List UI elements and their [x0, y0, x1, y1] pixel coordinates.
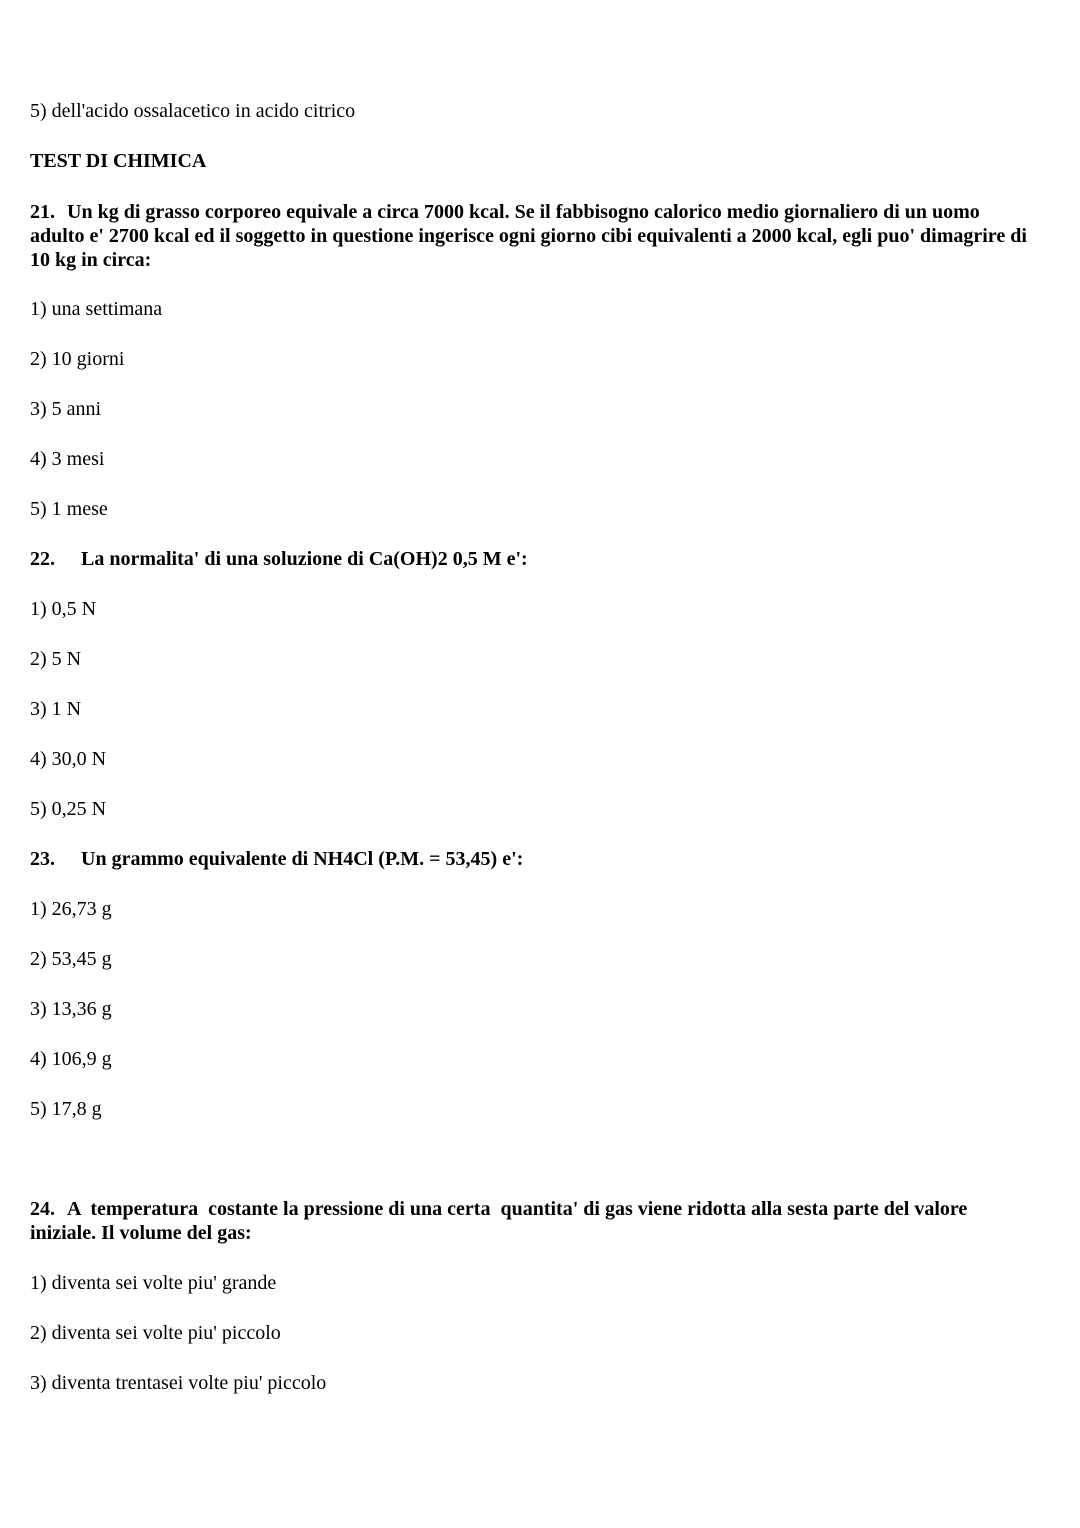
question-text: La normalita' di una soluzione di Ca(OH)2 0,5 M e': [81, 548, 528, 570]
question-24 [30, 1197, 1020, 1245]
question-number: 23. [30, 848, 55, 870]
answer-option: 2) 10 giorni [30, 348, 125, 370]
question-23 [30, 847, 1030, 871]
answer-option: 3) 1 N [30, 698, 82, 720]
answer-option: 4) 106,9 g [30, 1048, 112, 1070]
answer-option: 2) diventa sei volte piu' piccolo [30, 1322, 281, 1344]
answer-option: 5) 17,8 g [30, 1098, 102, 1120]
answer-option: 2) 5 N [30, 648, 82, 670]
answer-option: 3) 5 anni [30, 398, 102, 420]
answer-option: 1) una settimana [30, 298, 163, 320]
answer-option: 5) 1 mese [30, 498, 108, 520]
answer-option: 5) 0,25 N [30, 798, 107, 820]
question-21 [30, 200, 1030, 272]
section-title: TEST DI CHIMICA [30, 150, 207, 172]
question-22 [30, 547, 1030, 571]
answer-option: 2) 53,45 g [30, 948, 112, 970]
question-number: 24. [30, 1198, 55, 1220]
answer-option: 3) diventa trentasei volte piu' piccolo [30, 1372, 327, 1394]
answer-option: 1) 0,5 N [30, 598, 97, 620]
question-text: A temperatura costante la pressione di una certa quantita' di gas viene ridotta alla sesta parte del valore iniziale. Il volume del gas: [30, 1198, 973, 1244]
question-number: 22. [30, 548, 55, 570]
question-text: Un grammo equivalente di NH4Cl (P.M. = 53,45) e': [81, 848, 524, 870]
previous-option-line: 5) dell'acido ossalacetico in acido citrico [30, 100, 356, 122]
question-number: 21. [30, 201, 55, 223]
answer-option: 1) 26,73 g [30, 898, 112, 920]
answer-option: 1) diventa sei volte piu' grande [30, 1272, 277, 1294]
answer-option: 3) 13,36 g [30, 998, 112, 1020]
answer-option: 4) 30,0 N [30, 748, 107, 770]
answer-option: 4) 3 mesi [30, 448, 105, 470]
question-text: Un kg di grasso corporeo equivale a circa 7000 kcal. Se il fabbisogno calorico medio giornaliero di un uomo adulto e' 2700 kcal ed il soggetto in questione ingerisce ogni giorno cibi equivalenti a 2000 kcal, egli puo' dimagrire di 10 kg in circa: [30, 201, 1027, 271]
